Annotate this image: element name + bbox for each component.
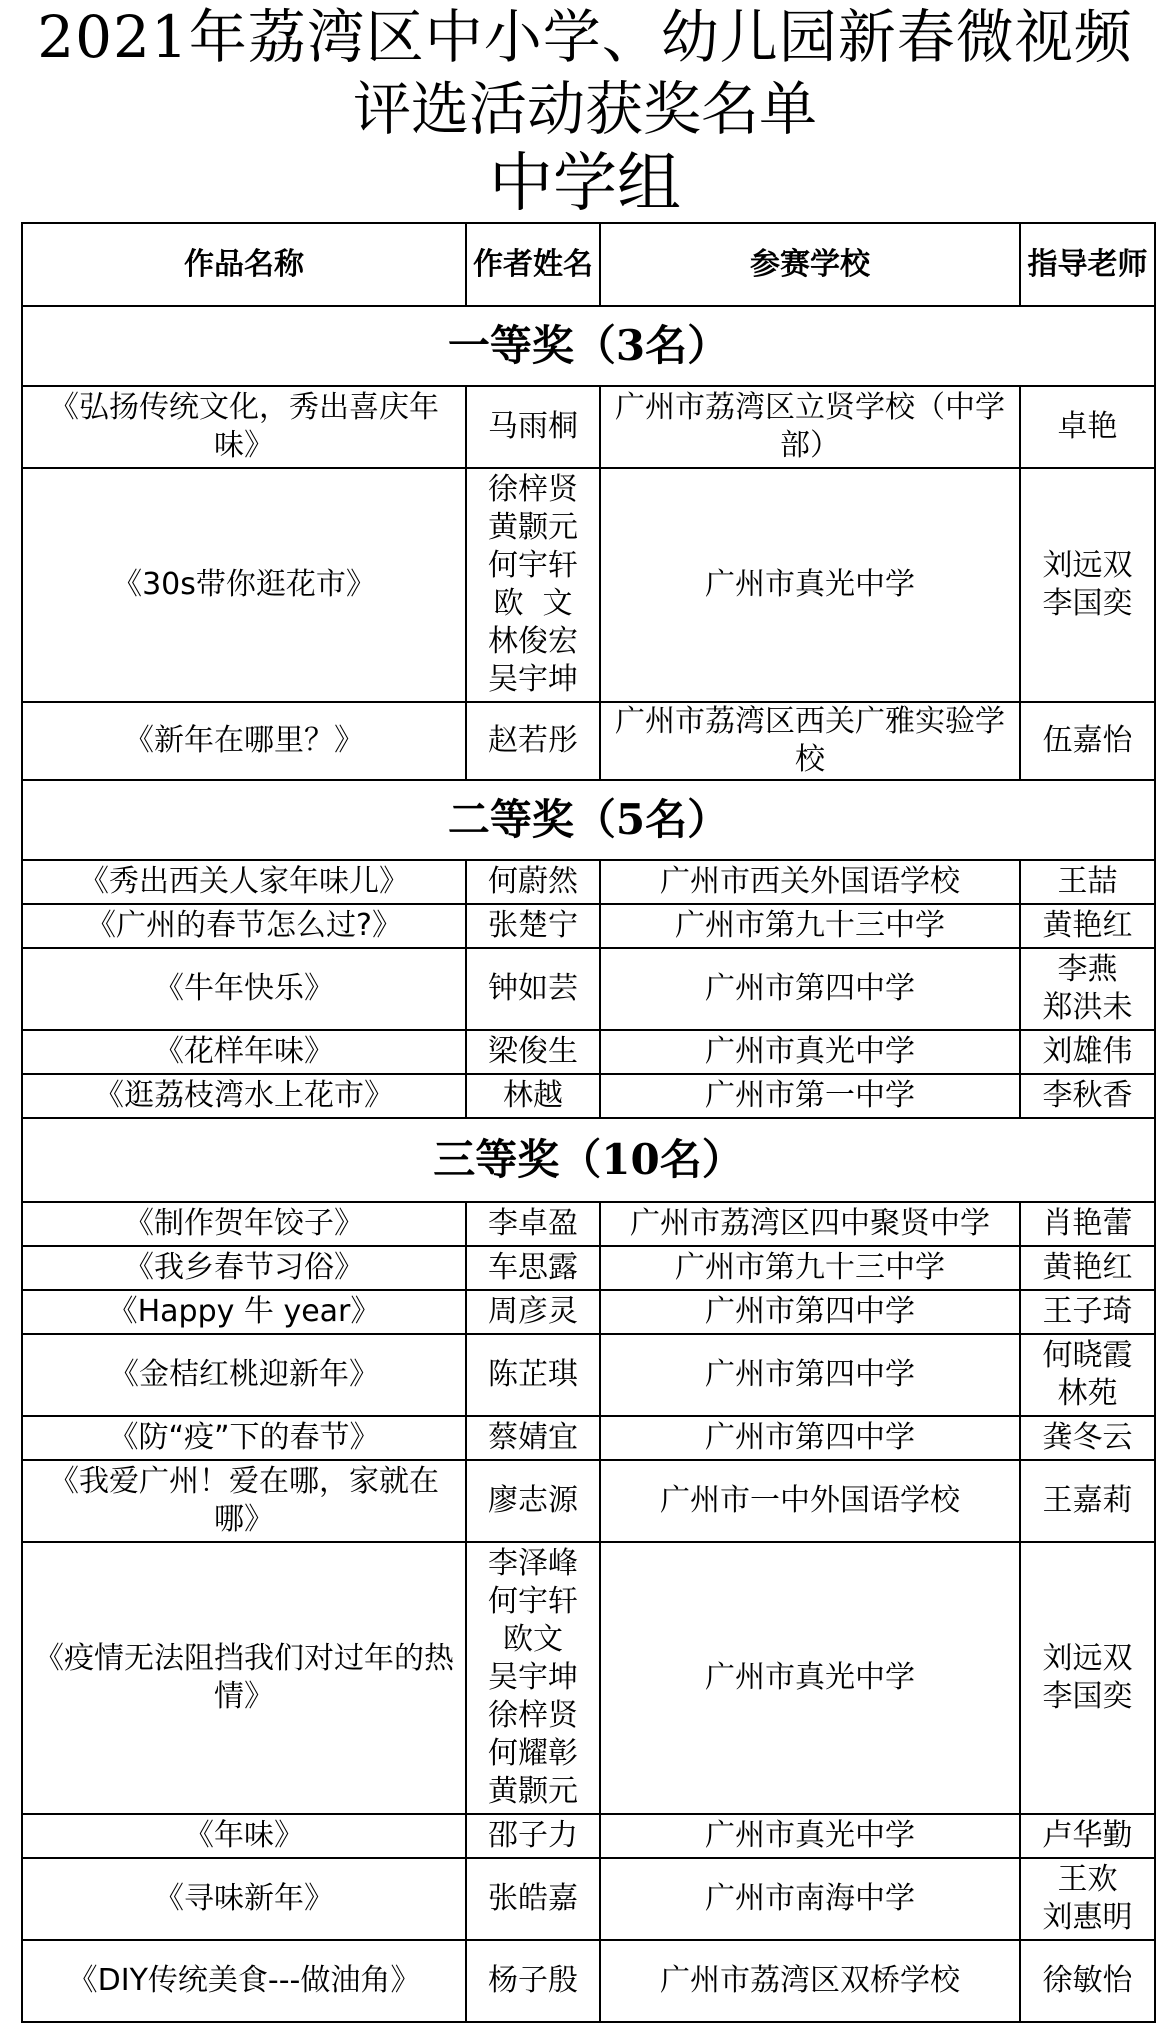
school-name: 广州市西关外国语学校	[600, 860, 1020, 904]
author-names	[466, 904, 600, 948]
author-name: 黄颢元	[488, 1774, 578, 1809]
author-names	[466, 1202, 600, 1246]
author-names	[466, 468, 600, 702]
work-title: 《秀出西关人家年味儿》	[22, 860, 466, 904]
teacher-names	[1020, 948, 1155, 1030]
awards-table	[21, 222, 1156, 2023]
teacher-name: 刘惠明	[1042, 1900, 1133, 1935]
teacher-name: 王嘉莉	[1042, 1483, 1133, 1518]
header-row	[22, 223, 1155, 306]
teacher-name: 黄艳红	[1042, 1250, 1133, 1285]
author-name: 赵若彤	[488, 723, 578, 758]
author-name: 邵子力	[488, 1818, 578, 1853]
teacher-name: 李秋香	[1042, 1078, 1133, 1113]
author-name: 蔡婧宜	[488, 1420, 578, 1455]
work-title: 《我乡春节习俗》	[22, 1246, 466, 1290]
award-section-row	[22, 1118, 1155, 1202]
author-name: 张楚宁	[488, 908, 578, 943]
school-name: 广州市荔湾区双桥学校	[600, 1940, 1020, 2022]
header-school: 参赛学校	[600, 223, 1020, 306]
work-title: 《弘扬传统文化，秀出喜庆年味》	[22, 386, 466, 468]
header-teacher: 指导老师	[1020, 223, 1155, 306]
work-title: 《Happy 牛 year》	[22, 1290, 466, 1334]
author-name: 何耀彰	[488, 1736, 578, 1771]
school-name: 广州市一中外国语学校	[600, 1460, 1020, 1542]
header-author: 作者姓名	[466, 223, 600, 306]
author-names	[466, 1460, 600, 1542]
award-section-row	[22, 780, 1155, 860]
school-name: 广州市第四中学	[600, 1290, 1020, 1334]
author-names	[466, 1290, 600, 1334]
work-title: 《牛年快乐》	[22, 948, 466, 1030]
author-names	[466, 1416, 600, 1460]
teacher-names	[1020, 468, 1155, 702]
teacher-name: 龚冬云	[1042, 1420, 1133, 1455]
award-section-label: 三等奖（10名）	[22, 1118, 1155, 1202]
school-name: 广州市第一中学	[600, 1074, 1020, 1118]
work-title: 《新年在哪里？》	[22, 702, 466, 780]
table-row	[22, 1290, 1155, 1334]
author-name: 何宇轩	[488, 1584, 578, 1619]
work-title: 《金桔红桃迎新年》	[22, 1334, 466, 1416]
school-name: 广州市荔湾区四中聚贤中学	[600, 1202, 1020, 1246]
table-row	[22, 1202, 1155, 1246]
school-name: 广州市第四中学	[600, 948, 1020, 1030]
teacher-name: 伍嘉怡	[1042, 723, 1133, 758]
award-section-label: 一等奖（3名）	[22, 306, 1155, 386]
teacher-name: 李国奕	[1042, 1679, 1133, 1714]
author-name: 梁俊生	[488, 1034, 578, 1069]
teacher-name: 卓艳	[1057, 409, 1118, 444]
teacher-names	[1020, 702, 1155, 780]
table-row	[22, 1416, 1155, 1460]
author-name: 张皓嘉	[488, 1881, 578, 1916]
author-name: 李泽峰	[488, 1546, 578, 1581]
school-name: 广州市第四中学	[600, 1416, 1020, 1460]
author-names	[466, 1814, 600, 1858]
author-name: 李卓盈	[488, 1206, 578, 1241]
work-title: 《制作贺年饺子》	[22, 1202, 466, 1246]
teacher-names	[1020, 1940, 1155, 2022]
author-names	[466, 1074, 600, 1118]
table-row	[22, 1542, 1155, 1814]
work-title: 《30s带你逛花市》	[22, 468, 466, 702]
work-title: 《广州的春节怎么过?》	[22, 904, 466, 948]
teacher-names	[1020, 1334, 1155, 1416]
table-row	[22, 1858, 1155, 1940]
author-name: 黄颢元	[488, 510, 578, 545]
table-row	[22, 386, 1155, 468]
document-title-line-2: 评选活动获奖名单	[352, 75, 817, 143]
teacher-name: 林苑	[1057, 1376, 1118, 1411]
school-name: 广州市荔湾区西关广雅实验学校	[600, 702, 1020, 780]
teacher-name: 卢华勤	[1042, 1818, 1133, 1853]
table-row	[22, 702, 1155, 780]
teacher-name: 肖艳蕾	[1042, 1206, 1133, 1241]
header-work: 作品名称	[22, 223, 466, 306]
teacher-names	[1020, 386, 1155, 468]
table-row	[22, 904, 1155, 948]
group-heading: 中学组	[489, 147, 681, 221]
teacher-names	[1020, 1290, 1155, 1334]
school-name: 广州市真光中学	[600, 1030, 1020, 1074]
school-name: 广州市真光中学	[600, 1542, 1020, 1814]
work-title: 《年味》	[22, 1814, 466, 1858]
teacher-name: 郑洪未	[1042, 990, 1133, 1025]
author-names	[466, 1940, 600, 2022]
author-names	[466, 860, 600, 904]
teacher-name: 徐敏怡	[1042, 1963, 1133, 1998]
teacher-names	[1020, 1030, 1155, 1074]
teacher-names	[1020, 1074, 1155, 1118]
work-title: 《DIY传统美食---做油角》	[22, 1940, 466, 2022]
author-names	[466, 702, 600, 780]
teacher-name: 刘远双	[1042, 1641, 1133, 1676]
teacher-names	[1020, 1246, 1155, 1290]
author-name: 欧文	[503, 1622, 563, 1657]
table-row	[22, 948, 1155, 1030]
author-name: 钟如芸	[488, 971, 578, 1006]
teacher-names	[1020, 1858, 1155, 1940]
teacher-names	[1020, 1460, 1155, 1542]
author-name: 吴宇坤	[488, 1660, 578, 1695]
author-name: 徐梓贤	[488, 1698, 578, 1733]
work-title: 《逛荔枝湾水上花市》	[22, 1074, 466, 1118]
teacher-name: 刘雄伟	[1042, 1034, 1133, 1069]
table-row	[22, 1334, 1155, 1416]
work-title: 《防“疫”下的春节》	[22, 1416, 466, 1460]
school-name: 广州市第九十三中学	[600, 904, 1020, 948]
school-name: 广州市真光中学	[600, 468, 1020, 702]
work-title: 《我爱广州！爱在哪，家就在哪》	[22, 1460, 466, 1542]
author-name: 马雨桐	[488, 409, 578, 444]
work-title: 《疫情无法阻挡我们对过年的热情》	[22, 1542, 466, 1814]
teacher-name: 何晓霞	[1042, 1338, 1133, 1373]
author-names	[466, 1542, 600, 1814]
work-title: 《寻味新年》	[22, 1858, 466, 1940]
teacher-name: 黄艳红	[1042, 908, 1133, 943]
table-row	[22, 1246, 1155, 1290]
work-title: 《花样年味》	[22, 1030, 466, 1074]
author-name: 车思露	[488, 1250, 578, 1285]
author-names	[466, 1246, 600, 1290]
awards-body	[22, 306, 1155, 2022]
school-name: 广州市南海中学	[600, 1858, 1020, 1940]
author-name: 何蔚然	[488, 864, 578, 899]
teacher-names	[1020, 1416, 1155, 1460]
teacher-name: 李国奕	[1042, 586, 1133, 621]
teacher-name: 李燕	[1057, 952, 1118, 987]
school-name: 广州市真光中学	[600, 1814, 1020, 1858]
author-names	[466, 1030, 600, 1074]
author-name: 何宇轩	[488, 548, 578, 583]
author-name: 徐梓贤	[488, 472, 578, 507]
teacher-names	[1020, 1202, 1155, 1246]
teacher-names	[1020, 904, 1155, 948]
author-name: 吴宇坤	[488, 662, 578, 697]
award-section-label: 二等奖（5名）	[22, 780, 1155, 860]
table-row	[22, 1940, 1155, 2022]
school-name: 广州市第四中学	[600, 1334, 1020, 1416]
teacher-name: 王喆	[1057, 864, 1118, 899]
author-names	[466, 386, 600, 468]
teacher-name: 刘远双	[1042, 548, 1133, 583]
author-names	[466, 1858, 600, 1940]
table-row	[22, 1074, 1155, 1118]
author-names	[466, 1334, 600, 1416]
author-name: 林俊宏	[488, 624, 578, 659]
author-name: 杨子殷	[488, 1963, 578, 1998]
author-name: 周彦灵	[488, 1294, 578, 1329]
school-name: 广州市荔湾区立贤学校（中学部）	[600, 386, 1020, 468]
teacher-names	[1020, 860, 1155, 904]
author-name: 林越	[503, 1078, 563, 1113]
table-row	[22, 1814, 1155, 1858]
teacher-names	[1020, 1542, 1155, 1814]
author-name: 欧 文	[493, 586, 573, 621]
school-name: 广州市第九十三中学	[600, 1246, 1020, 1290]
table-row	[22, 1460, 1155, 1542]
award-section-row	[22, 306, 1155, 386]
teacher-name: 王子琦	[1042, 1294, 1133, 1329]
table-row	[22, 1030, 1155, 1074]
table-row	[22, 860, 1155, 904]
author-name: 陈芷琪	[488, 1357, 578, 1392]
author-names	[466, 948, 600, 1030]
teacher-names	[1020, 1814, 1155, 1858]
table-row	[22, 468, 1155, 702]
teacher-name: 王欢	[1057, 1862, 1118, 1897]
document-title-line-1: 2021年荔湾区中小学、幼儿园新春微视频	[37, 3, 1133, 71]
author-name: 廖志源	[488, 1483, 578, 1518]
